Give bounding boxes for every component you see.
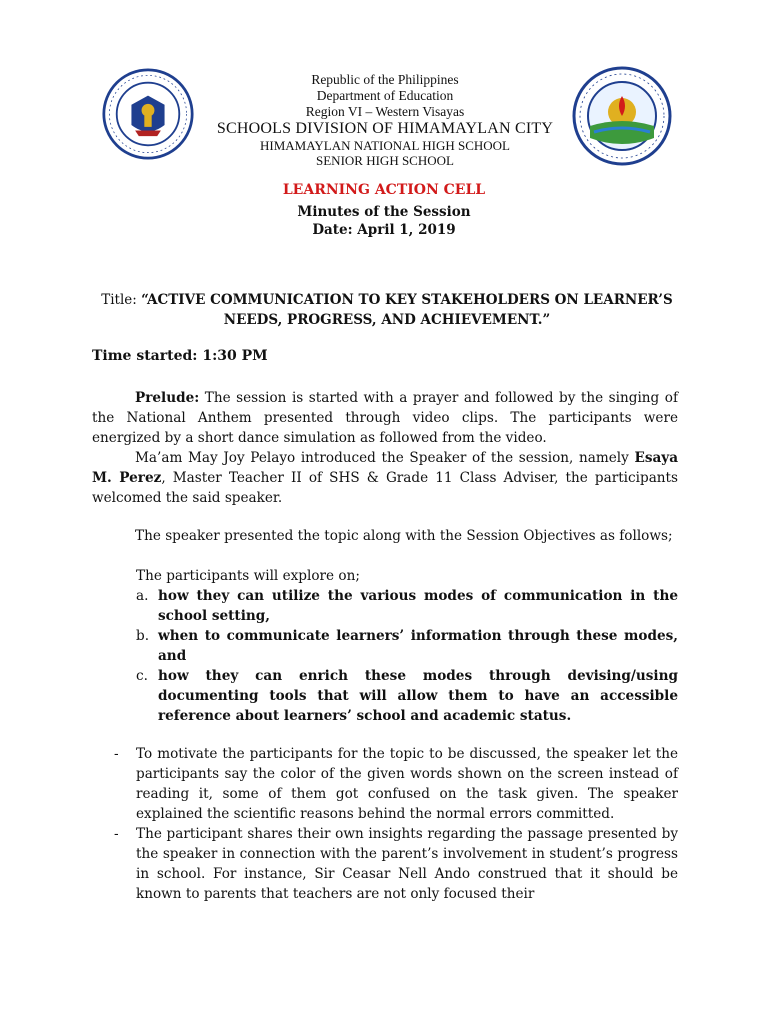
notes-list xyxy=(114,744,678,904)
speaker-name: Esaya M. Perez xyxy=(92,450,678,486)
prelude-paragraph xyxy=(92,388,678,448)
intro-before: Ma’am May Joy Pelayo introduced the Speaker of the session, namely xyxy=(135,450,635,466)
objectives-intro: The speaker presented the topic along with the Session Objectives as follows; xyxy=(135,528,673,544)
intro-after: , Master Teacher II of SHS & Grade 11 Class Adviser, the participants welcomed the said speaker. xyxy=(92,470,678,506)
session-title xyxy=(92,290,682,330)
participants-intro: The participants will explore on; xyxy=(136,568,360,584)
region-line: Region VI – Western Visayas xyxy=(305,104,465,119)
objectives-intro-paragraph xyxy=(92,526,678,546)
minutes-block xyxy=(0,203,768,239)
republic-line: Republic of the Philippines xyxy=(311,72,459,87)
prelude-label: Prelude: xyxy=(135,390,200,406)
minutes-subheading: Minutes of the Session xyxy=(297,204,471,220)
document-heading: LEARNING ACTION CELL xyxy=(282,182,486,198)
speaker-intro-paragraph xyxy=(92,448,678,508)
prelude-text: The session is started with a prayer and followed by the singing of the National Anthem presented through video clips. The participants were energized by a short dance simulation as followed from the video. xyxy=(92,390,678,446)
title-label: Title: xyxy=(101,292,142,308)
session-date: Date: April 1, 2019 xyxy=(312,222,456,238)
objectives-list xyxy=(136,586,678,726)
title-text: “ACTIVE COMMUNICATION TO KEY STAKEHOLDERS ON LEARNER’S NEEDS, PROGRESS, AND ACHIEVEMENT.” xyxy=(141,292,673,328)
letterhead xyxy=(160,72,610,168)
list-item: c. how they can enrich these modes through devising/using documenting tools that will allow them to have an accessible reference about learners’ school and academic status. xyxy=(136,668,678,724)
list-item: - To motivate the participants for the topic to be discussed, the speaker let the participants say the color of the given words shown on the screen instead of reading it, some of them got confused on the task given. The speaker explained the scientific reasons behind the normal errors committed. xyxy=(114,746,678,822)
school-line: HIMAMAYLAN NATIONAL HIGH SCHOOL xyxy=(259,138,510,153)
list-item: b. when to communicate learners’ information through these modes, and xyxy=(136,628,678,664)
division-line: SCHOOLS DIVISION OF HIMAMAYLAN CITY xyxy=(216,120,554,137)
list-item: - The participant shares their own insights regarding the passage presented by the speaker in connection with the parent’s involvement in student’s progress in school. For instance, Sir Ceasar Nell Ando construed that it should be known to parents that teachers are not only focused their xyxy=(114,826,678,902)
list-item: a. how they can utilize the various modes of communication in the school setting, xyxy=(136,588,678,624)
department-line: Department of Education xyxy=(316,88,454,103)
time-started: Time started: 1:30 PM xyxy=(92,348,268,364)
program-line: SENIOR HIGH SCHOOL xyxy=(316,153,454,168)
